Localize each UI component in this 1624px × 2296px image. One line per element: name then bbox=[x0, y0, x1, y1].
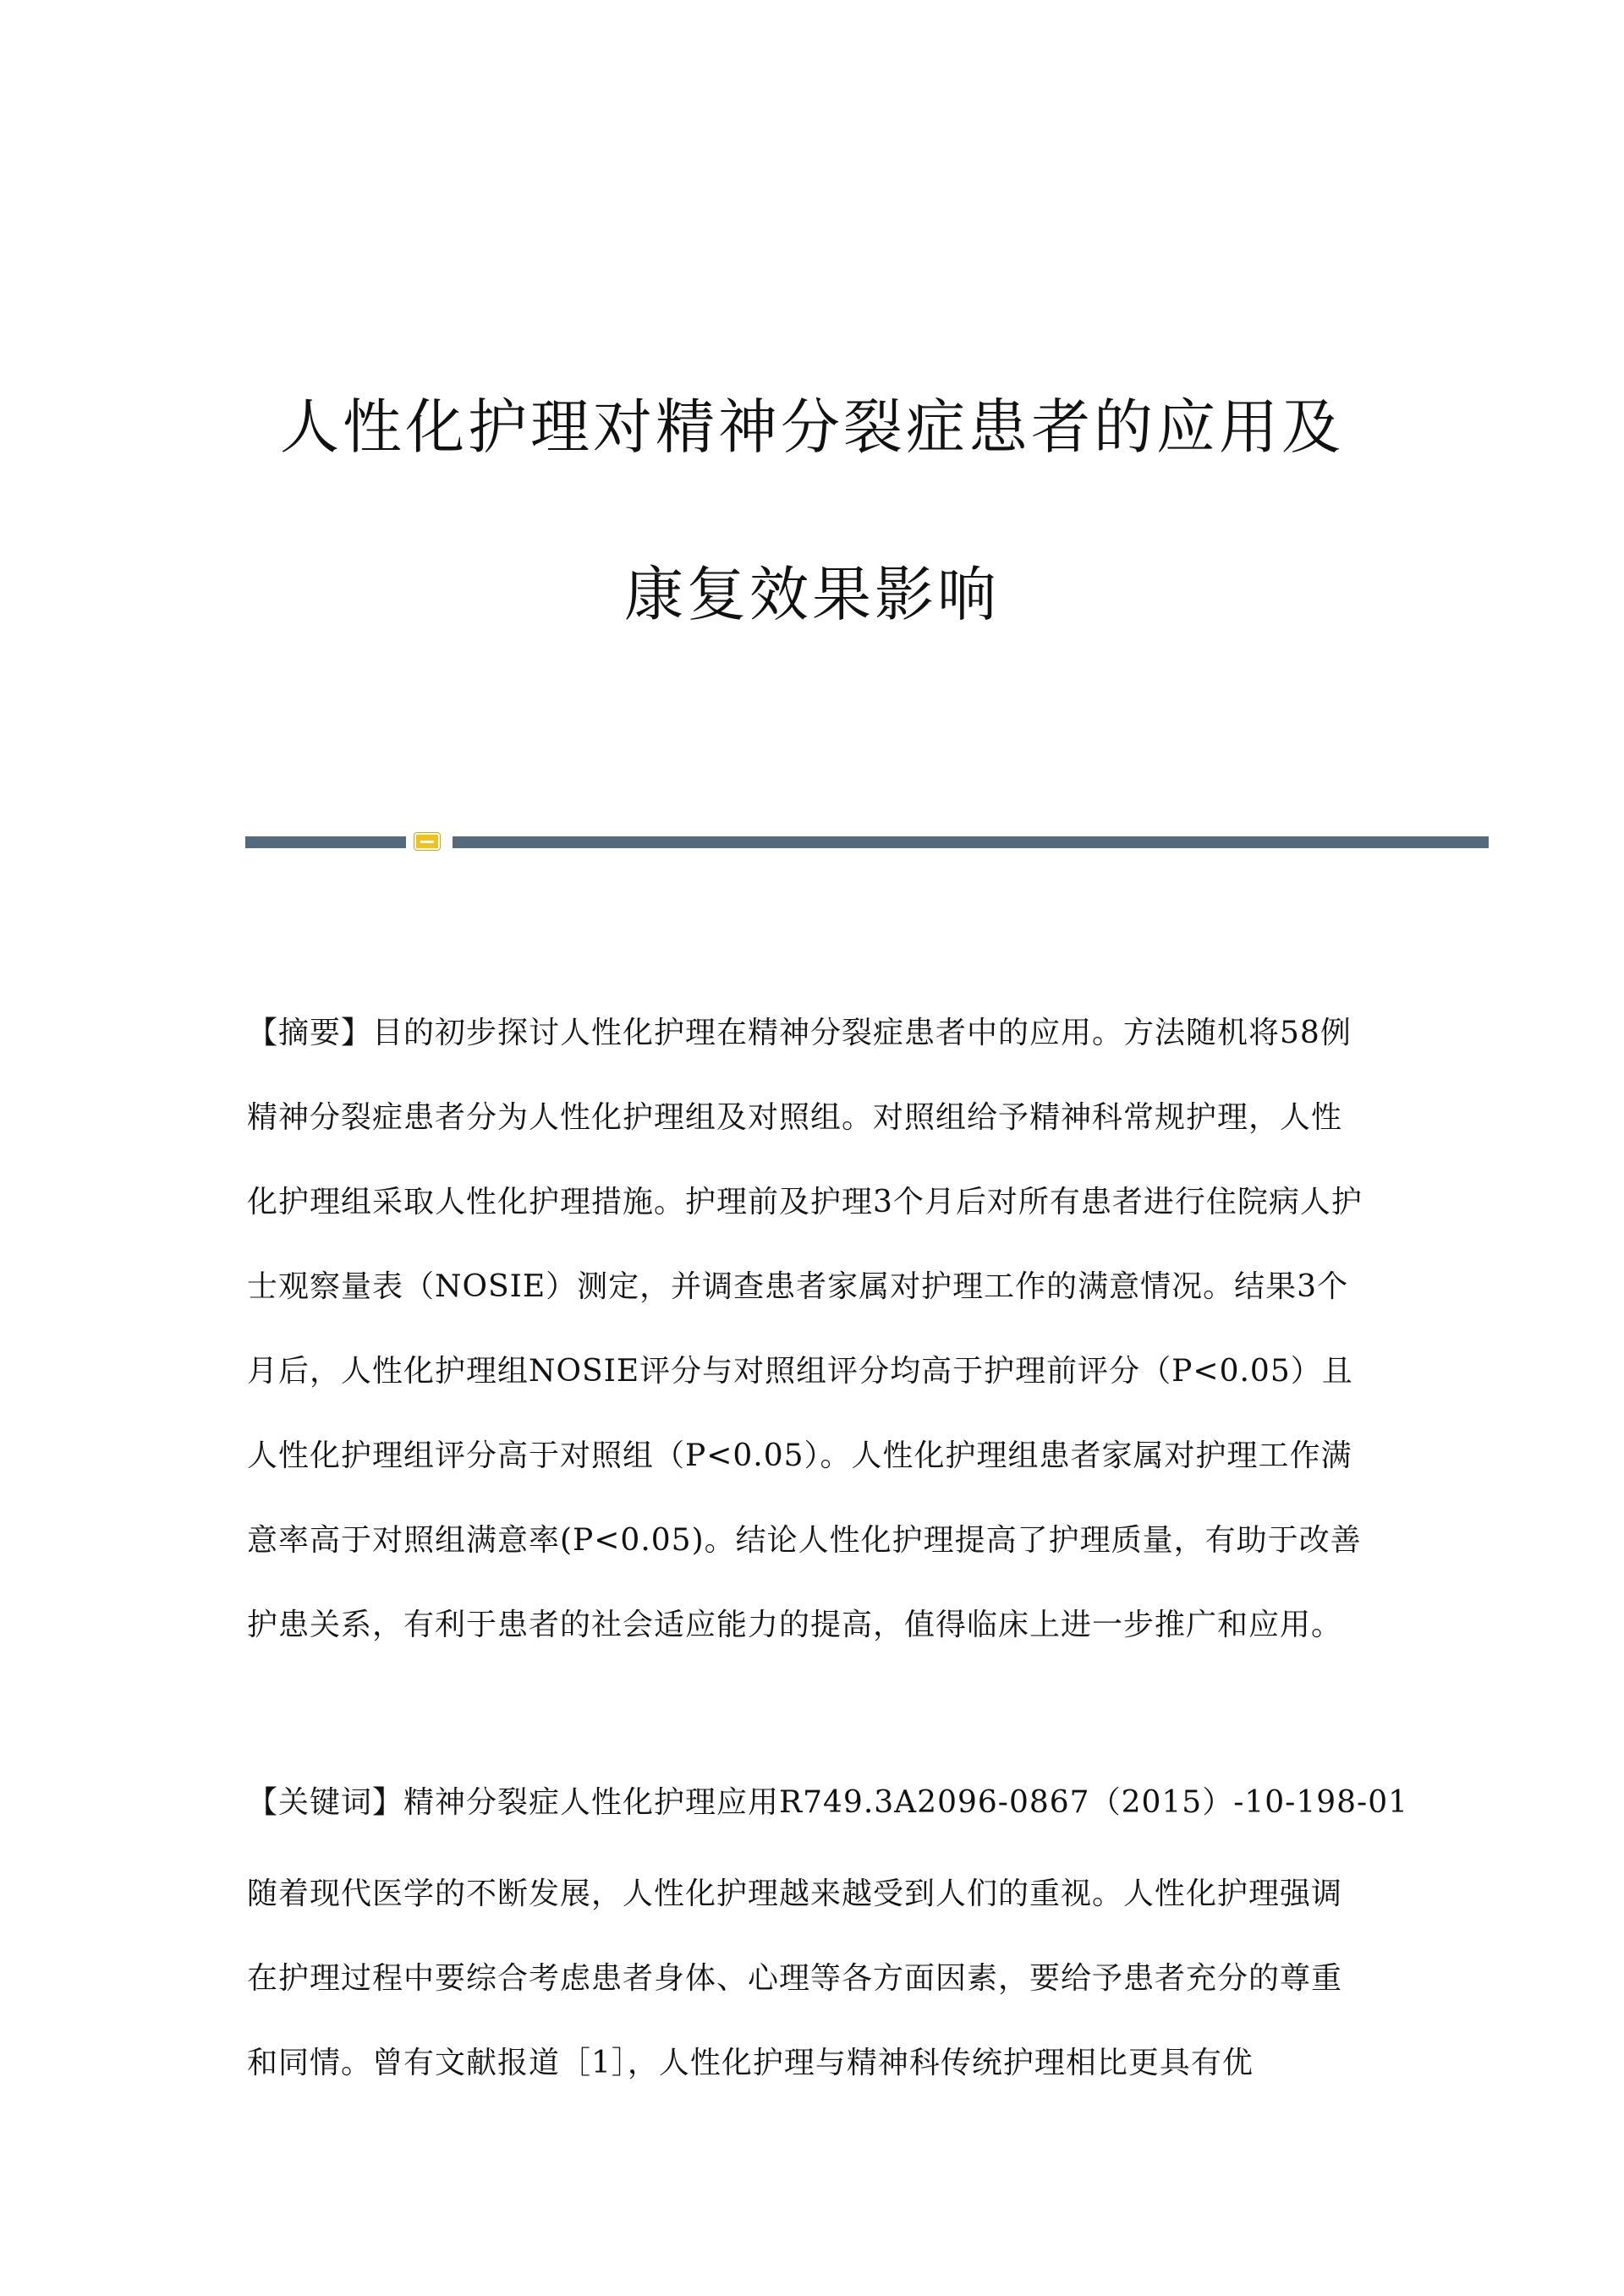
keywords-paragraph bbox=[247, 1761, 1409, 1845]
abstract-text: 目的初步探讨人性化护理在精神分裂症患者中的应用。方法随机将58例精神分裂症患者分为人性化护理组及对照组。对照组给予精神科常规护理，人性化护理组采取人性化护理措施。护理前及护理3个月后对所有患者进行住院病人护士观察量表（NOSIE）测定，并调查患者家属对护理工作的满意情况。结果3个月后，人性化护理组NOSIE评分与对照组评分均高于护理前评分（P<0.05）且人性化护理组评分高于对照组（P<0.05）。人性化护理组患者家属对护理工作满意率高于对照组满意率(P<0.05)。结论人性化护理提高了护理质量，有助于改善护患关系，有利于患者的社会适应能力的提高，值得临床上进一步推广和应用。 bbox=[247, 1016, 1363, 1642]
divider-emblem-icon bbox=[414, 833, 440, 850]
document-title-line-1: 人性化护理对精神分裂症患者的应用及 bbox=[280, 392, 1344, 462]
abstract-section bbox=[247, 991, 1372, 1668]
body-section bbox=[247, 1852, 1372, 2106]
abstract-label: 【摘要】 bbox=[247, 1016, 373, 1050]
keywords-text: 精神分裂症人性化护理应用R749.3A2096-0867（2015）-10-198-01 bbox=[403, 1785, 1409, 1820]
abstract-paragraph bbox=[247, 991, 1372, 1668]
divider-bar-left bbox=[245, 836, 406, 848]
keywords-label: 【关键词】 bbox=[247, 1785, 404, 1820]
document-title-line-2: 康复效果影响 bbox=[624, 560, 1000, 629]
title-divider bbox=[245, 833, 1489, 852]
body-paragraph: 随着现代医学的不断发展，人性化护理越来越受到人们的重视。人性化护理强调在护理过程中要综合考虑患者身体、心理等各方面因素，要给予患者充分的尊重和同情。曾有文献报道［1］，人性化护理与精神科传统护理相比更具有优 bbox=[247, 1877, 1343, 2080]
keywords-section bbox=[247, 1761, 1409, 1845]
divider-bar-right bbox=[453, 836, 1489, 848]
